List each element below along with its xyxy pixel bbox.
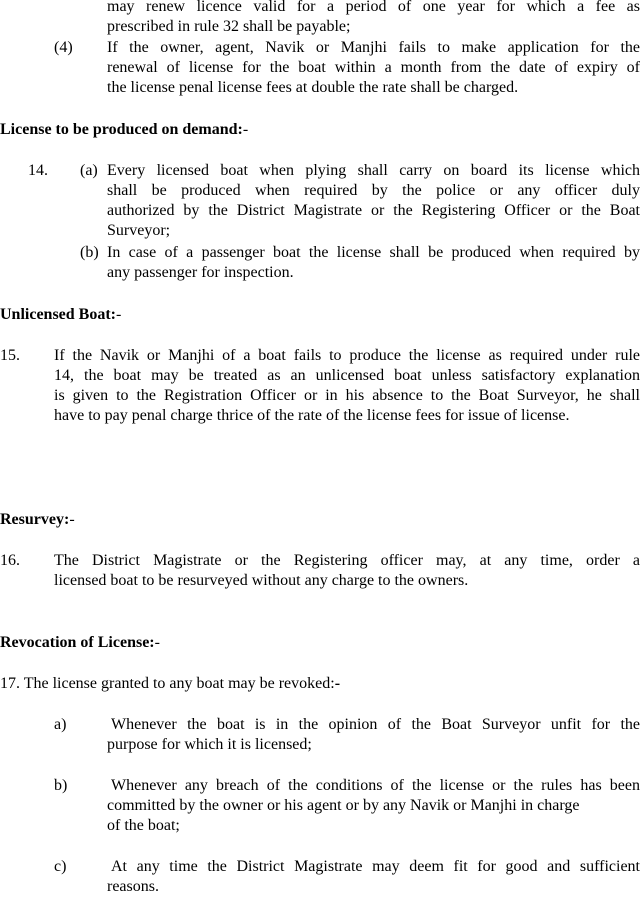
rule-17-clause-b bbox=[107, 776, 640, 836]
rule-15-text bbox=[54, 346, 640, 426]
heading-text: Resurvey: bbox=[0, 511, 70, 528]
rule-number: 15. bbox=[0, 347, 20, 364]
section-heading bbox=[0, 633, 160, 653]
rule-13-clause-4 bbox=[107, 38, 640, 98]
heading-text: License to be produced on demand: bbox=[0, 121, 243, 138]
text-line: In case of a passenger boat the license shall be produced when required by bbox=[107, 244, 640, 261]
clause-marker: b) bbox=[54, 777, 68, 794]
text-line: have to pay penal charge thrice of the rate of the license fees for issue of license. bbox=[54, 407, 570, 424]
section-heading bbox=[0, 120, 248, 140]
heading-text: Unlicensed Boat: bbox=[0, 306, 116, 323]
clause-marker: c) bbox=[54, 858, 67, 875]
rule-17-clause-a bbox=[107, 715, 640, 755]
text-line: authorized by the District Magistrate or the Registering Officer or the Boat bbox=[107, 202, 640, 219]
clause-marker: (a) bbox=[80, 162, 98, 179]
rule-13-continuation bbox=[107, 0, 640, 37]
text-line: any passenger for inspection. bbox=[107, 264, 294, 281]
text-line: prescribed in rule 32 shall be payable; bbox=[107, 18, 351, 35]
text-line: reasons. bbox=[107, 878, 159, 895]
text-line: 14, the boat may be treated as an unlicensed boat unless satisfactory explanation bbox=[54, 367, 640, 384]
text-line: the license penal license fees at double the rate shall be charged. bbox=[107, 79, 519, 96]
rule-17-intro bbox=[0, 674, 340, 694]
rule-14-clause-b bbox=[107, 243, 640, 283]
text-line: may renew licence valid for a period of one year for which a fee as bbox=[107, 0, 640, 15]
clause-marker: (b) bbox=[80, 244, 99, 261]
intro-text: 17. The license granted to any boat may be revoked: bbox=[0, 675, 335, 692]
text-line: If the Navik or Manjhi of a boat fails to produce the license as required under rule bbox=[54, 347, 640, 364]
text-line: is given to the Registration Officer or in his absence to the Boat Surveyor, he shall bbox=[54, 387, 640, 404]
text-line: Whenever the boat is in the opinion of the Boat Surveyor unfit for the bbox=[111, 716, 640, 733]
heading-suffix: - bbox=[69, 511, 75, 528]
rule-14-clause-a bbox=[107, 161, 640, 241]
intro-suffix: - bbox=[334, 675, 341, 692]
heading-suffix: - bbox=[242, 121, 249, 138]
text-line: shall be produced when required by the police or any officer duly bbox=[107, 182, 640, 199]
text-line: Every licensed boat when plying shall carry on board its license which bbox=[107, 162, 640, 179]
heading-suffix: - bbox=[154, 634, 160, 651]
text-line: renewal of license for the boat within a month from the date of expiry of bbox=[107, 59, 640, 76]
text-line: The District Magistrate or the Registering officer may, at any time, order a bbox=[54, 552, 640, 569]
section-heading bbox=[0, 510, 75, 530]
rule-number: 16. bbox=[0, 552, 20, 569]
rule-16-text bbox=[54, 551, 640, 591]
text-line: Surveyor; bbox=[107, 222, 171, 239]
clause-marker: (4) bbox=[54, 39, 73, 56]
section-heading bbox=[0, 305, 121, 325]
text-line: If the owner, agent, Navik or Manjhi fails to make application for the bbox=[107, 39, 640, 56]
rule-17-clause-c bbox=[107, 857, 640, 897]
text-line: committed by the owner or his agent or by any Navik or Manjhi in charge bbox=[107, 797, 580, 814]
text-line: licensed boat to be resurveyed without any charge to the owners. bbox=[54, 572, 469, 589]
text-line: of the boat; bbox=[107, 817, 180, 834]
text-line: purpose for which it is licensed; bbox=[107, 736, 312, 753]
rule-number: 14. bbox=[28, 162, 48, 179]
heading-text: Revocation of License: bbox=[0, 634, 155, 651]
clause-marker: a) bbox=[54, 716, 67, 733]
heading-suffix: - bbox=[116, 306, 122, 323]
text-line: At any time the District Magistrate may deem fit for good and sufficient bbox=[111, 858, 640, 875]
text-line: Whenever any breach of the conditions of the license or the rules has been bbox=[111, 777, 640, 794]
